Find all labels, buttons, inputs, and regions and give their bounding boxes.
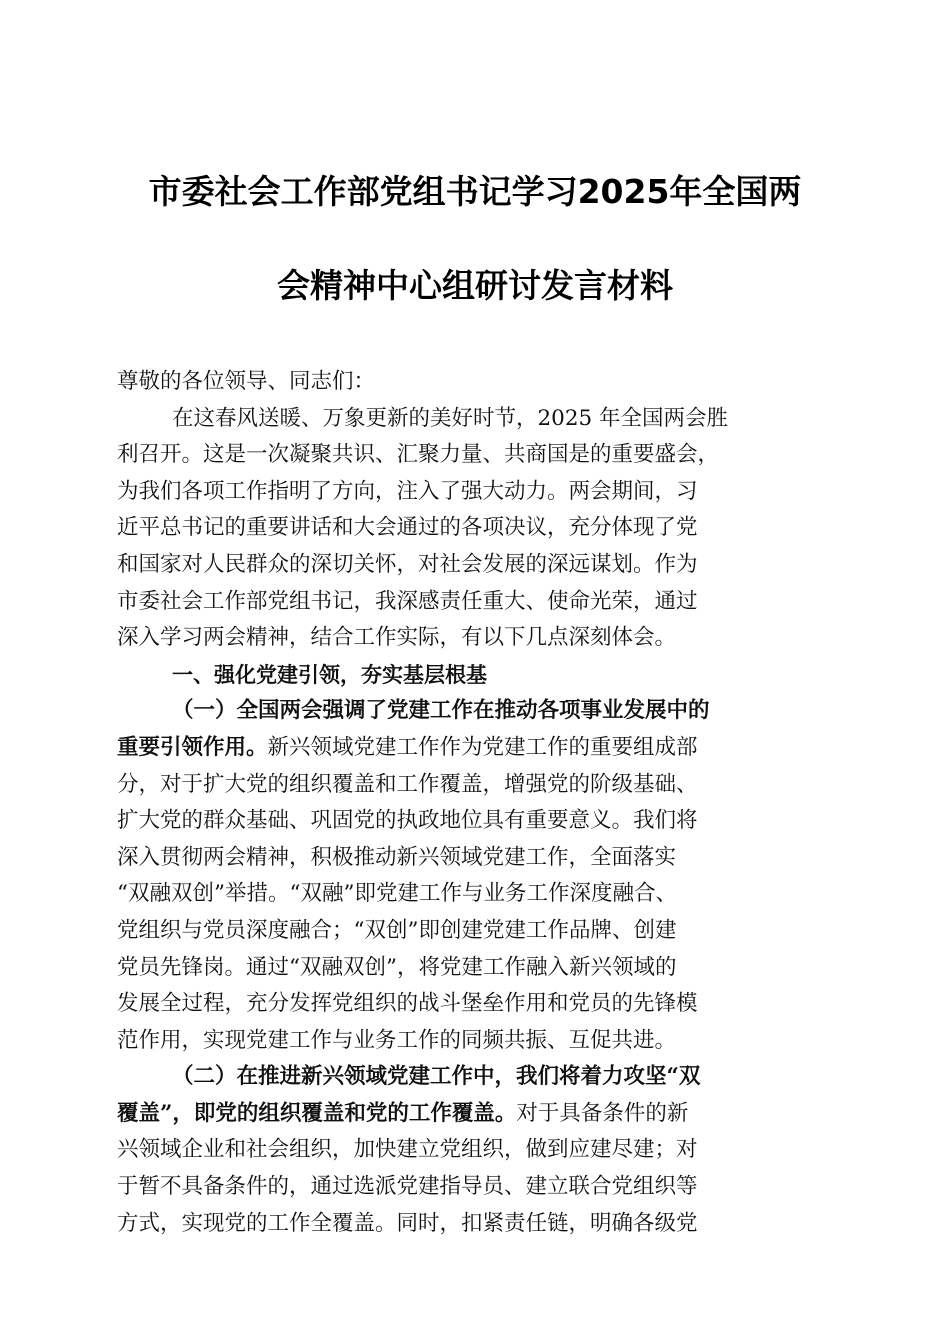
subsection-heading-end: 覆盖”，即党的组织覆盖和党的工作覆盖。 xyxy=(117,1100,517,1126)
paragraph-line: 深入学习两会精神，结合工作实际，有以下几点深刻体会。 xyxy=(117,625,677,651)
paragraph-line: 市委社会工作部党组书记，我深感责任重大、使命光荣，通过 xyxy=(117,588,698,614)
paragraph-line: 方式，实现党的工作全覆盖。同时，扣紧责任链，明确各级党 xyxy=(117,1210,698,1236)
paragraph-text: 新兴领域党建工作作为党建工作的重要组成部 xyxy=(267,734,698,760)
salutation: 尊敬的各位领导、同志们： xyxy=(117,369,376,394)
paragraph-line: 扩大党的群众基础、巩固党的执政地位具有重要意义。我们将 xyxy=(117,808,698,834)
paragraph-line: 深入贯彻两会精神，积极推动新兴领域党建工作，全面落实 xyxy=(117,844,677,870)
paragraph-line: 在这春风送暖、万象更新的美好时节，2025 年全国两会胜 xyxy=(172,405,729,431)
paragraph-line: 为我们各项工作指明了方向，注入了强大动力。两会期间，习 xyxy=(117,478,698,504)
paragraph-line: 近平总书记的重要讲话和大会通过的各项决议，充分体现了党 xyxy=(117,515,698,541)
subsection-heading: （一）全国两会强调了党建工作在推动各项事业发展中的 xyxy=(172,698,710,724)
paragraph-line: 党员先锋岗。通过“双融双创”，将党建工作融入新兴领域的 xyxy=(117,954,677,980)
paragraph-line: 分，对于扩大党的组织覆盖和工作覆盖，增强党的阶级基础、 xyxy=(117,771,698,797)
paragraph-line: 范作用，实现党建工作与业务工作的同频共振、互促共进。 xyxy=(117,1027,677,1053)
subsection-heading: （二）在推进新兴领域党建工作中，我们将着力攻坚“双 xyxy=(172,1064,701,1090)
paragraph-line: 兴领域企业和社会组织，加快建立党组织，做到应建尽建；对 xyxy=(117,1137,698,1163)
document-title-line-1: 市委社会工作部党组书记学习2025年全国两 xyxy=(148,172,802,211)
paragraph-line: 和国家对人民群众的深切关怀，对社会发展的深远谋划。作为 xyxy=(117,551,698,577)
document-body xyxy=(117,364,842,1242)
paragraph-line: 党组织与党员深度融合；“双创”即创建党建工作品牌、创建 xyxy=(117,917,677,943)
paragraph-line xyxy=(117,1096,842,1133)
paragraph-line: “双融双创”举措。“双融”即党建工作与业务工作深度融合、 xyxy=(117,881,677,907)
document-title-line-2: 会精神中心组研讨发言材料 xyxy=(277,266,673,305)
paragraph-text: 对于具备条件的新 xyxy=(516,1100,689,1126)
paragraph-line: 利召开。这是一次凝聚共识、汇聚力量、共商国是的重要盛会， xyxy=(117,442,720,468)
section-heading: 一、强化党建引领，夯实基层根基 xyxy=(172,662,487,687)
paragraph-line xyxy=(117,730,842,767)
paragraph-line: 于暂不具备条件的，通过选派党建指导员、建立联合党组织等 xyxy=(117,1174,698,1200)
paragraph-line: 发展全过程，充分发挥党组织的战斗堡垒作用和党员的先锋模 xyxy=(117,991,698,1017)
subsection-heading-end: 重要引领作用。 xyxy=(117,734,268,760)
